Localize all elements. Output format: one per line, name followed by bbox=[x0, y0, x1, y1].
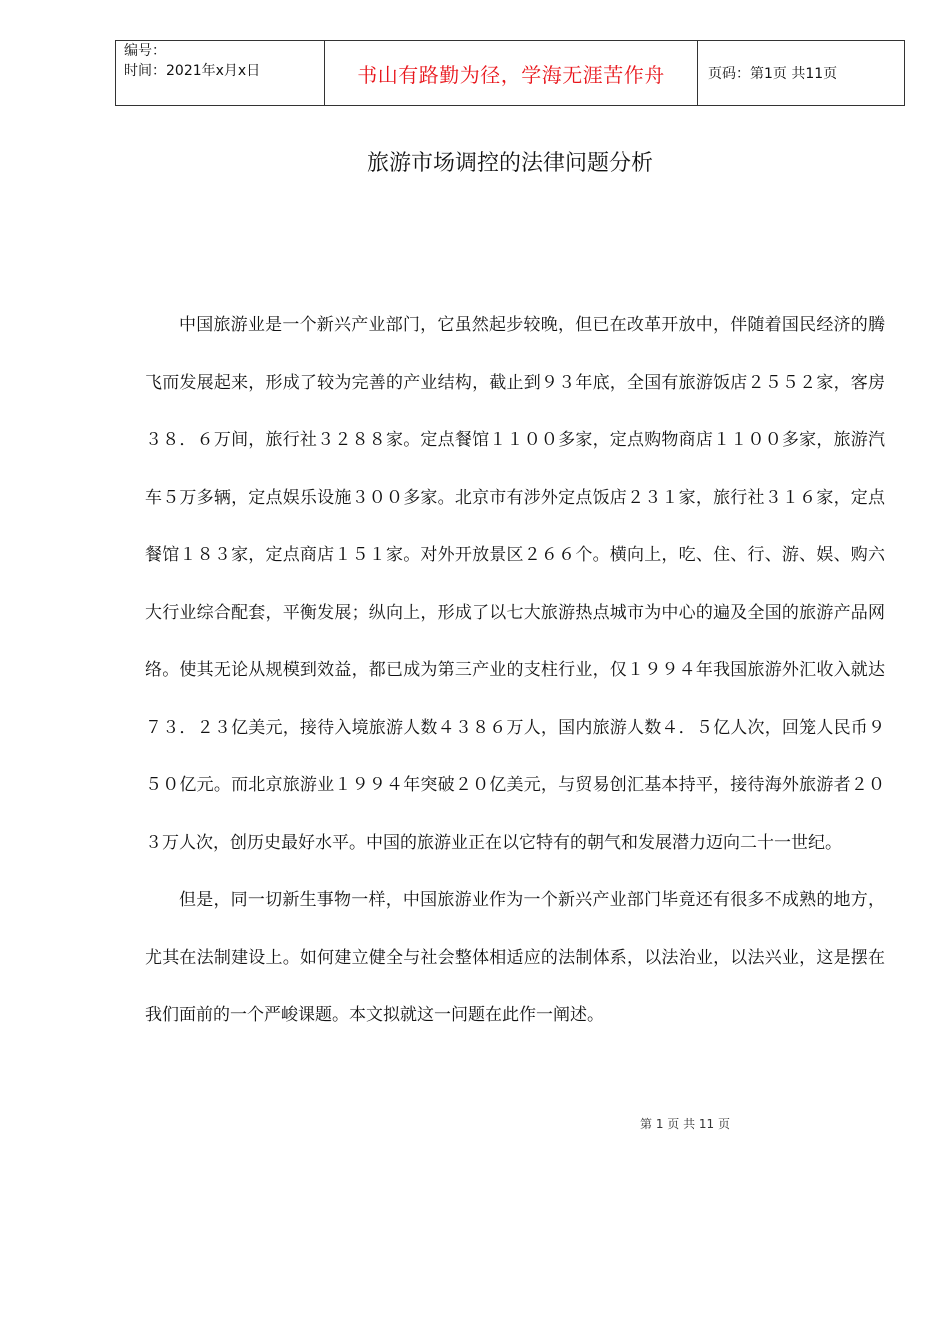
paragraph-1: 中国旅游业是一个新兴产业部门，它虽然起步较晚，但已在改革开放中，伴随着国民经济的腾飞而发展起来，形成了较为完善的产业结构，截止到９３年底，全国有旅游饭店２５５２家，客房３８．６万间，旅行社３２８８家。定点餐馆１１００多家，定点购物商店１１００多家，旅游汽车５万多辆，定点娱乐设施３００多家。北京市有涉外定点饭店２３１家，旅行社３１６家，定点餐馆１８３家，定点商店１５１家。对外开放景区２６６个。横向上，吃、住、行、游、娱、购六大行业综合配套，平衡发展；纵向上，形成了以七大旅游热点城市为中心的遍及全国的旅游产品网络。使其无论从规模到效益，都已成为第三产业的支柱行业，仅１９９４年我国旅游外汇收入就达７３．２３亿美元，接待入境旅游人数４３８６万人，国内旅游人数４．５亿人次，回笼人民币９５０亿元。而北京旅游业１９９４年突破２０亿美元，与贸易创汇基本持平，接待海外旅游者２０３万人次，创历史最好水平。中国的旅游业正在以它特有的朝气和发展潜力迈向二十一世纪。 bbox=[145, 315, 885, 853]
page-label: 页码：第1页 共11页 bbox=[708, 66, 838, 82]
motto-text: 书山有路勤为径，学海无涯苦作舟 bbox=[357, 62, 665, 87]
motto-cell bbox=[325, 41, 698, 106]
number-label: 编号： bbox=[124, 43, 166, 59]
time-label: 时间：2021年x月x日 bbox=[124, 63, 261, 79]
page-info-cell bbox=[698, 41, 905, 106]
page-footer: 第 1 页 共 11 页 bbox=[640, 1117, 730, 1131]
paragraph-2: 但是，同一切新生事物一样，中国旅游业作为一个新兴产业部门毕竟还有很多不成熟的地方，尤其在法制建设上。如何建立健全与社会整体相适应的法制体系，以法治业，以法兴业，这是摆在我们面前的一个严峻课题。本文拟就这一问题在此作一阐述。 bbox=[145, 890, 885, 1025]
header-table bbox=[115, 40, 905, 106]
document-body bbox=[145, 297, 885, 1045]
header-meta-cell bbox=[116, 41, 325, 106]
document-title: 旅游市场调控的法律问题分析 bbox=[366, 151, 653, 176]
